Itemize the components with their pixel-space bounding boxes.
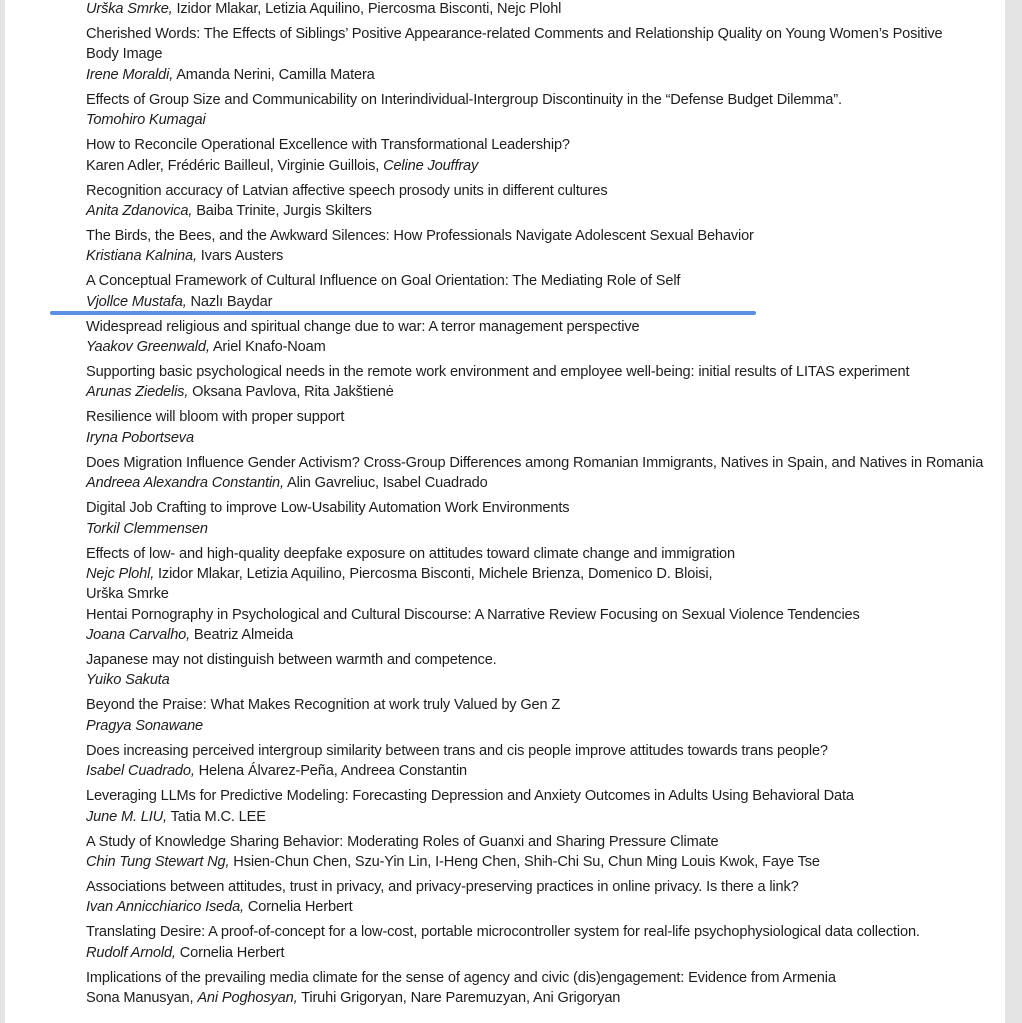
paper-entry: [86, 0, 983, 19]
presenting-author: Kristiana Kalnina,: [86, 248, 197, 265]
paper-entry: [86, 181, 983, 222]
paper-title: Body Image: [86, 46, 163, 63]
paper-title: A Conceptual Framework of Cultural Influence on Goal Orientation: The Mediating Role of Self: [86, 273, 681, 290]
presenting-author: Nejc Plohl,: [86, 565, 155, 582]
paper-title: Beyond the Praise: What Makes Recognition at work truly Valued by Gen Z: [86, 697, 561, 714]
author-names: Baiba Trinite, Jurgis Skilters: [192, 202, 372, 219]
paper-title: Digital Job Crafting to improve Low-Usability Automation Work Environments: [86, 500, 570, 517]
author-names: Alin Gavreliuc, Isabel Cuadrado: [283, 475, 488, 492]
paper-authors: [86, 716, 983, 736]
paper-title: Cherished Words: The Effects of Siblings’ Positive Appearance-related Comments and Relationship Quality on Young Women’s Positive: [86, 25, 943, 42]
paper-entry: [86, 922, 983, 963]
paper-title: Effects of Group Size and Communicability on Interindividual-Intergroup Discontinuity in the “Defense Budget Dilemma”.: [86, 91, 842, 108]
paper-entry: [86, 317, 983, 358]
author-names: Izidor Mlakar, Letizia Aquilino, Piercosma Bisconti, Nejc Plohl: [172, 1, 562, 17]
paper-authors: [86, 625, 983, 645]
blue-divider-marker: [50, 311, 756, 315]
paper-authors: [86, 156, 983, 176]
presenting-author: Urška Smrke,: [86, 1, 173, 17]
author-names: Oksana Pavlova, Rita Jakštienė: [188, 384, 394, 401]
paper-authors: [86, 110, 983, 130]
paper-entry: [86, 498, 983, 539]
presenting-author: Anita Zdanovica,: [86, 202, 193, 219]
presenting-author: Pragya Sonawane: [86, 717, 204, 734]
paper-authors: [86, 988, 983, 1008]
paper-title: Hentai Pornography in Psychological and Cultural Discourse: A Narrative Review Focusing on Sexual Violence Tendencies: [86, 606, 860, 623]
paper-entry: [86, 605, 983, 646]
author-names: Hsien-Chun Chen, Szu-Yin Lin, I-Heng Chen, Shih-Chi Su, Chun Ming Louis Kwok, Faye Tse: [229, 853, 820, 870]
paper-entry: [86, 544, 983, 605]
paper-entry: [86, 362, 983, 403]
presenting-author: Irene Moraldi,: [86, 66, 174, 83]
paper-authors: [86, 564, 983, 584]
paper-authors: [86, 292, 983, 312]
presenting-author: June M. LIU,: [86, 808, 167, 825]
author-names: Karen Adler, Frédéric Bailleul, Virginie Guillois,: [86, 157, 384, 174]
presenting-author: Ivan Annicchiarico Iseda,: [86, 899, 244, 916]
paper-authors: [86, 761, 983, 781]
author-names: Ivars Austers: [196, 248, 284, 265]
author-names: Cornelia Herbert: [243, 899, 353, 916]
paper-authors: [86, 65, 983, 85]
presenting-author: Rudolf Arnold,: [86, 944, 176, 961]
author-names: Nazlı Baydar: [186, 293, 273, 310]
paper-title: Does Migration Influence Gender Activism? Cross-Group Differences among Romanian Immigrants, Natives in Spain, and Natives in Romania: [86, 454, 984, 471]
presenting-author: Vjollce Mustafa,: [86, 293, 187, 310]
author-names: Tiruhi Grigoryan, Nare Paremuzyan, Ani Grigoryan: [297, 990, 621, 1007]
paper-entry: [86, 877, 983, 918]
author-names: Tatia M.C. LEE: [166, 808, 266, 825]
presenting-author: Tomohiro Kumagai: [86, 112, 206, 129]
author-names: Urška Smrke: [86, 586, 169, 603]
author-names: Helena Álvarez-Peña, Andreea Constantin: [194, 763, 468, 780]
paper-authors: [86, 428, 983, 448]
paper-authors: [86, 0, 983, 19]
paper-entry: [86, 650, 983, 691]
paper-authors: [86, 807, 983, 827]
paper-title: Leveraging LLMs for Predictive Modeling: Forecasting Depression and Anxiety Outcomes in Adults Using Behavioral Data: [86, 788, 854, 805]
document-page: [5, 0, 1005, 1023]
paper-authors: [86, 519, 983, 539]
paper-title: Implications of the prevailing media climate for the sense of agency and civic (dis)engagement: Evidence from Armenia: [86, 969, 836, 986]
paper-authors: [86, 584, 983, 604]
paper-title: Associations between attitudes, trust in privacy, and privacy-preserving practices in online privacy. Is there a link?: [86, 878, 799, 895]
presenting-author: Torkil Clemmensen: [86, 520, 208, 537]
paper-title: A Study of Knowledge Sharing Behavior: Moderating Roles of Guanxi and Sharing Pressure Climate: [86, 833, 719, 850]
paper-entry: [86, 453, 983, 494]
paper-entry: [86, 968, 983, 1009]
presenting-author: Arunas Ziedelis,: [86, 384, 189, 401]
paper-title: How to Reconcile Operational Excellence with Transformational Leadership?: [86, 137, 570, 154]
paper-entry: [86, 741, 983, 782]
paper-title: Recognition accuracy of Latvian affective speech prosody units in different cultures: [86, 182, 608, 199]
paper-entry: [86, 24, 983, 85]
paper-title: Supporting basic psychological needs in the remote work environment and employee well-being: initial results of LITAS experiment: [86, 364, 910, 380]
paper-title: Widespread religious and spiritual change due to war: A terror management perspective: [86, 318, 640, 335]
paper-entry: [86, 786, 983, 827]
paper-entry: [86, 832, 983, 873]
paper-entry: [86, 695, 983, 736]
paper-entry: [86, 226, 983, 267]
presenting-author: Andreea Alexandra Constantin,: [86, 475, 284, 492]
paper-authors: [86, 246, 983, 266]
paper-authors: [86, 670, 983, 690]
author-names: Sona Manusyan,: [86, 990, 198, 1007]
presenting-author: Isabel Cuadrado,: [86, 763, 195, 780]
paper-authors: [86, 473, 983, 493]
paper-entry: [86, 407, 983, 448]
paper-title: Does increasing perceived intergroup similarity between trans and cis people improve attitudes towards trans people?: [86, 742, 828, 759]
presenting-author: Yaakov Greenwald,: [86, 339, 210, 356]
presenting-author: Ani Poghosyan,: [197, 990, 298, 1007]
presenting-author: Celine Jouffray: [383, 157, 479, 174]
paper-title: Japanese may not distinguish between warmth and competence.: [86, 652, 497, 669]
paper-entry: [86, 135, 983, 176]
paper-title: Resilience will bloom with proper support: [86, 409, 345, 426]
paper-authors: [86, 337, 983, 357]
paper-entry: [86, 90, 983, 131]
paper-authors: [86, 382, 983, 402]
paper-title: The Birds, the Bees, and the Awkward Silences: How Professionals Navigate Adolescent Sexual Behavior: [86, 227, 754, 244]
author-names: Izidor Mlakar, Letizia Aquilino, Piercosma Bisconti, Michele Brienza, Domenico D. Bloisi,: [154, 565, 713, 582]
author-names: Amanda Nerini, Camilla Matera: [173, 66, 375, 83]
presenting-author: Iryna Pobortseva: [86, 429, 194, 446]
paper-title: Translating Desire: A proof-of-concept for a low-cost, portable microcontroller system for real-life psychophysiological data collection.: [86, 924, 920, 941]
paper-authors: [86, 943, 983, 963]
presenting-author: Joana Carvalho,: [86, 627, 191, 644]
paper-authors: [86, 201, 983, 221]
author-names: Cornelia Herbert: [175, 944, 285, 961]
paper-authors: [86, 897, 983, 917]
paper-title: Effects of low- and high-quality deepfake exposure on attitudes toward climate change and immigration: [86, 545, 735, 562]
paper-entry: [86, 271, 983, 312]
author-names: Beatriz Almeida: [190, 627, 294, 644]
presenting-author: Chin Tung Stewart Ng,: [86, 853, 230, 870]
presenting-author: Yuiko Sakuta: [86, 672, 170, 689]
paper-authors: [86, 852, 983, 872]
paper-list: [86, 0, 983, 1013]
author-names: Ariel Knafo-Noam: [209, 339, 326, 356]
